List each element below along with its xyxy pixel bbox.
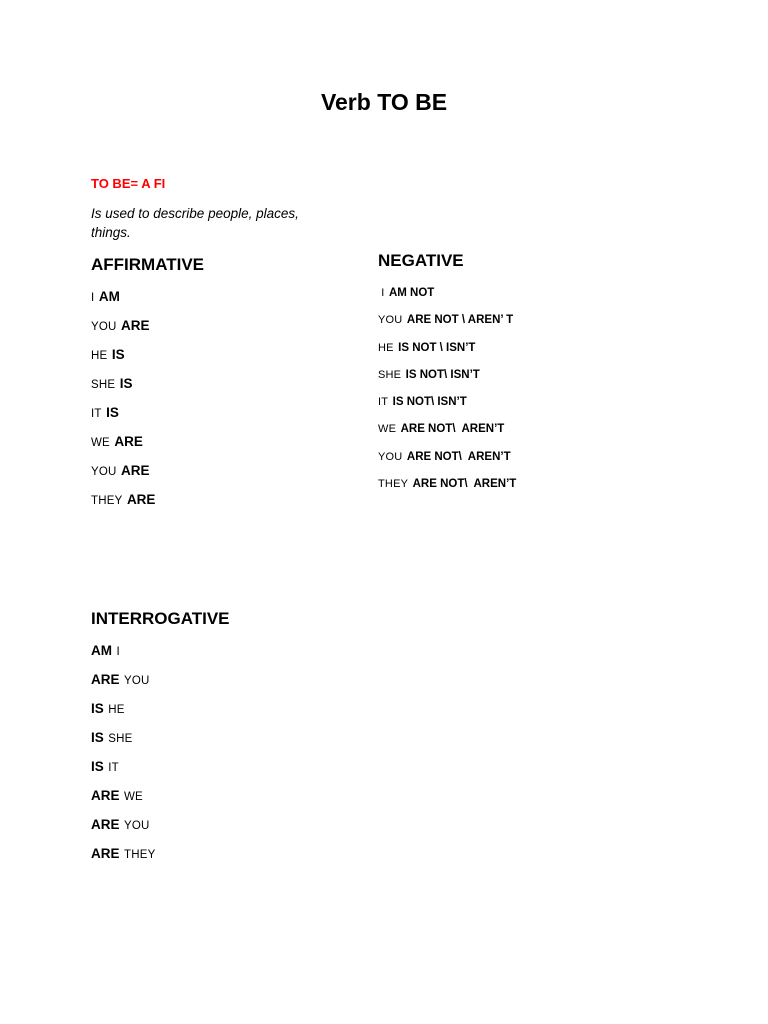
pronoun: SHE xyxy=(378,368,402,381)
verb-form: IS xyxy=(119,376,133,391)
verb-form: IS xyxy=(91,701,104,716)
negative-row xyxy=(378,474,516,501)
pronoun: THEY xyxy=(91,495,123,507)
verb-form: ARE xyxy=(114,434,143,449)
affirmative-row xyxy=(91,490,155,519)
pronoun: I xyxy=(378,287,385,299)
affirmative-row xyxy=(91,345,155,374)
interrogative-row xyxy=(91,844,155,873)
affirmative-list xyxy=(91,287,155,519)
negative-list xyxy=(378,283,516,501)
interrogative-heading: INTERROGATIVE xyxy=(91,609,230,628)
pronoun: IT xyxy=(91,408,102,420)
pronoun: WE xyxy=(91,437,110,449)
negative-row xyxy=(378,447,516,474)
verb-form: ARE xyxy=(120,318,150,333)
verb-form: AM xyxy=(98,289,120,304)
pronoun: SHE xyxy=(91,379,116,391)
interrogative-row xyxy=(91,815,155,844)
verb-form: ARE xyxy=(120,463,150,478)
verb-form: IS xyxy=(106,405,119,420)
verb-form: ARE NOT\ AREN’T xyxy=(406,450,511,463)
verb-form: IS NOT\ ISN’T xyxy=(405,368,480,381)
pronoun: THEY xyxy=(123,849,156,861)
pronoun: WE xyxy=(378,423,397,436)
pronoun: YOU xyxy=(378,450,403,463)
interrogative-list xyxy=(91,641,155,873)
interrogative-row xyxy=(91,670,155,699)
page-title: Verb TO BE xyxy=(320,89,448,115)
affirmative-row xyxy=(91,316,155,345)
verb-form: ARE NOT \ AREN’ T xyxy=(406,314,514,327)
verb-form: IS xyxy=(91,759,104,774)
verb-form: ARE NOT\ AREN’T xyxy=(400,423,505,436)
negative-row xyxy=(378,419,516,446)
verb-form: ARE xyxy=(91,846,120,861)
affirmative-row xyxy=(91,403,155,432)
verb-form: ARE xyxy=(91,817,120,832)
verb-form: AM xyxy=(91,643,112,658)
negative-row xyxy=(378,365,516,392)
interrogative-row xyxy=(91,786,155,815)
interrogative-row xyxy=(91,728,155,757)
affirmative-row xyxy=(91,287,155,316)
pronoun: YOU xyxy=(123,675,150,687)
usage-description: Is used to describe people, places, things. xyxy=(91,206,299,240)
verb-form: ARE xyxy=(91,788,120,803)
pronoun: YOU xyxy=(91,466,117,478)
pronoun: YOU xyxy=(91,321,117,333)
verb-form: ARE xyxy=(91,672,120,687)
pronoun: WE xyxy=(123,791,143,803)
translation-note: TO BE= A FI xyxy=(91,176,166,191)
negative-row xyxy=(378,310,516,337)
pronoun: YOU xyxy=(378,314,403,327)
verb-form: IS NOT \ ISN’T xyxy=(398,341,476,354)
verb-form: IS NOT\ ISN’T xyxy=(392,396,467,409)
affirmative-heading: AFFIRMATIVE xyxy=(91,255,205,274)
pronoun: YOU xyxy=(123,820,150,832)
affirmative-row xyxy=(91,432,155,461)
negative-row xyxy=(378,283,516,310)
affirmative-row xyxy=(91,461,155,490)
pronoun: IT xyxy=(108,762,119,774)
verb-form: ARE xyxy=(126,492,156,507)
negative-row xyxy=(378,392,516,419)
pronoun: HE xyxy=(108,704,125,716)
verb-form: ARE NOT\ AREN’T xyxy=(412,478,517,491)
verb-form: IS xyxy=(111,347,125,362)
pronoun: IT xyxy=(378,396,389,409)
interrogative-row xyxy=(91,757,155,786)
interrogative-row xyxy=(91,699,155,728)
pronoun: THEY xyxy=(378,478,409,491)
negative-heading: NEGATIVE xyxy=(378,251,464,270)
pronoun: HE xyxy=(91,350,108,362)
pronoun: I xyxy=(91,292,95,304)
pronoun: SHE xyxy=(108,733,133,745)
verb-form: AM NOT xyxy=(388,287,435,299)
pronoun: I xyxy=(116,646,120,658)
pronoun: HE xyxy=(378,341,394,354)
negative-row xyxy=(378,338,516,365)
affirmative-row xyxy=(91,374,155,403)
interrogative-row xyxy=(91,641,155,670)
verb-form: IS xyxy=(91,730,104,745)
